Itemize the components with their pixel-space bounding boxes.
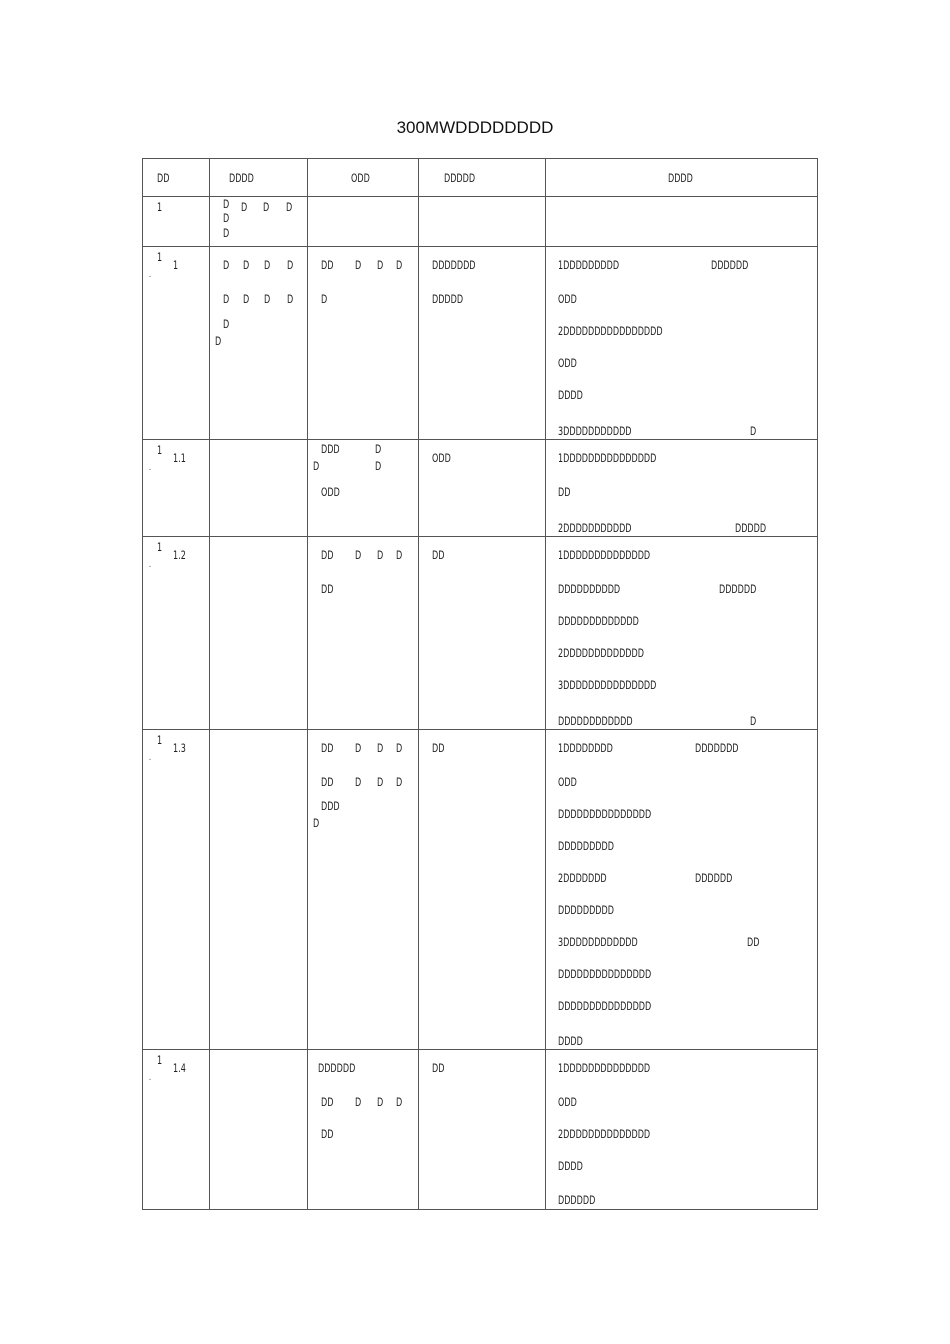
notes-text: ODD: [558, 292, 577, 306]
item-text: D: [223, 258, 230, 272]
row-number: 1: [173, 258, 179, 272]
notes-text: 2DDDDDDDDDDDDDDDD: [558, 324, 663, 338]
header-label: ODD: [351, 171, 370, 185]
method-text: D: [355, 258, 362, 272]
method-text: DDD: [321, 442, 340, 456]
item-text: D: [223, 197, 230, 211]
notes-cell: [546, 730, 818, 1050]
method-text: D: [355, 741, 362, 755]
method-text: D: [377, 258, 384, 272]
method-text: D: [396, 548, 403, 562]
table-row: [143, 1050, 818, 1210]
item-text: D: [287, 292, 294, 306]
notes-text: 1DDDDDDDDDDDDDD: [558, 1061, 651, 1075]
method-cell: [308, 730, 419, 1050]
header-cell-notes: [546, 159, 818, 197]
item-text: D: [215, 334, 222, 348]
notes-text: DDDD: [558, 388, 583, 402]
method-cell: [308, 247, 419, 440]
method-text: D: [377, 1095, 384, 1109]
item-cell: [210, 1050, 308, 1210]
row-number-cell: [143, 440, 210, 537]
row-number-dot: .: [149, 560, 152, 570]
notes-cell: [546, 197, 818, 247]
method-cell: [308, 197, 419, 247]
item-text: D: [223, 211, 230, 225]
row-number-dot: .: [149, 1073, 152, 1083]
notes-text: 2DDDDDDDDDDDDDD: [558, 1127, 651, 1141]
item-text: D: [223, 226, 230, 240]
method-text: D: [377, 775, 384, 789]
notes-text: 1DDDDDDDDDDDDDDD: [558, 451, 657, 465]
item-text: D: [243, 292, 250, 306]
method-cell: [308, 537, 419, 730]
inspection-table: [142, 158, 818, 1210]
row-number-prefix: 1: [157, 443, 163, 457]
standard-text: ODD: [432, 451, 451, 465]
notes-text: 1DDDDDDDDDDDDDD: [558, 548, 651, 562]
method-text: D: [355, 548, 362, 562]
method-text: D: [375, 442, 382, 456]
header-label: DDDDD: [444, 171, 476, 185]
method-text: D: [396, 775, 403, 789]
item-text: D: [264, 258, 271, 272]
method-text: DDD: [321, 799, 340, 813]
notes-text: D: [750, 424, 757, 438]
method-cell: [308, 1050, 419, 1210]
row-number-cell: [143, 197, 210, 247]
document-title: 300MWDDDDDDDD: [396, 118, 554, 137]
row-number-dot: .: [149, 753, 152, 763]
notes-text: DDDD: [558, 1034, 583, 1048]
method-text: DD: [321, 775, 334, 789]
row-number-dot: .: [149, 463, 152, 473]
standard-text: DD: [432, 548, 445, 562]
method-text: ODD: [321, 485, 340, 499]
notes-text: DDDDDDD: [695, 741, 739, 755]
method-text: D: [313, 459, 320, 473]
notes-text: 2DDDDDDD: [558, 871, 607, 885]
item-cell: [210, 730, 308, 1050]
notes-text: DDDDDDDDDDDDDDD: [558, 999, 652, 1013]
notes-text: ODD: [558, 356, 577, 370]
row-number-cell: [143, 1050, 210, 1210]
standard-cell: [419, 1050, 546, 1210]
standard-text: DD: [432, 741, 445, 755]
item-text: D: [241, 200, 248, 214]
notes-text: DDDDDDDDDDDDDDD: [558, 807, 652, 821]
notes-cell: [546, 247, 818, 440]
item-cell: [210, 537, 308, 730]
method-text: DD: [321, 1127, 334, 1141]
standard-cell: [419, 440, 546, 537]
table-row: [143, 247, 818, 440]
notes-text: DDDDD: [735, 521, 767, 535]
notes-text: DDDDDDDDDDDDD: [558, 614, 639, 628]
item-text: D: [287, 258, 294, 272]
item-text: D: [223, 292, 230, 306]
method-text: D: [321, 292, 328, 306]
method-text: D: [375, 459, 382, 473]
notes-text: DDDD: [558, 1159, 583, 1173]
notes-text: 2DDDDDDDDDDDDD: [558, 646, 644, 660]
standard-text: DDDDDDD: [432, 258, 476, 272]
method-text: D: [355, 1095, 362, 1109]
header-cell-standard: [419, 159, 546, 197]
standard-cell: [419, 730, 546, 1050]
method-text: DD: [321, 582, 334, 596]
header-cell-method: [308, 159, 419, 197]
notes-text: 1DDDDDDDDD: [558, 258, 620, 272]
row-number-cell: [143, 537, 210, 730]
notes-text: D: [750, 714, 757, 728]
method-text: DD: [321, 1095, 334, 1109]
item-text: D: [264, 292, 271, 306]
method-text: D: [377, 548, 384, 562]
table-row: [143, 440, 818, 537]
notes-text: DDDDDDDDDDDDDDD: [558, 967, 652, 981]
method-text: D: [313, 816, 320, 830]
notes-text: 3DDDDDDDDDDDDDDD: [558, 678, 657, 692]
table-row: [143, 197, 818, 247]
row-number-cell: [143, 730, 210, 1050]
row-number-prefix: 1: [157, 1053, 163, 1067]
notes-text: 3DDDDDDDDDDDD: [558, 935, 638, 949]
item-cell: [210, 247, 308, 440]
header-cell-number: [143, 159, 210, 197]
item-text: D: [263, 200, 270, 214]
item-text: D: [243, 258, 250, 272]
row-number: 1.3: [173, 741, 186, 755]
notes-text: DDDDDD: [711, 258, 749, 272]
standard-cell: [419, 197, 546, 247]
notes-text: 2DDDDDDDDDDD: [558, 521, 632, 535]
header-label: DD: [157, 171, 170, 185]
row-number-prefix: 1: [157, 540, 163, 554]
method-text: D: [396, 1095, 403, 1109]
notes-text: DDDDDDDDD: [558, 903, 614, 917]
row-number-cell: [143, 247, 210, 440]
method-text: DDDDDD: [318, 1061, 356, 1075]
standard-text: DDDDD: [432, 292, 464, 306]
row-number: 1.1: [173, 451, 186, 465]
method-text: D: [355, 775, 362, 789]
notes-text: DDDDDDDDDD: [558, 582, 621, 596]
standard-text: DD: [432, 1061, 445, 1075]
row-number-prefix: 1: [157, 733, 163, 747]
notes-cell: [546, 440, 818, 537]
standard-cell: [419, 537, 546, 730]
notes-text: ODD: [558, 775, 577, 789]
notes-text: DD: [558, 485, 571, 499]
row-number: 1.4: [173, 1061, 186, 1075]
header-cell-item: [210, 159, 308, 197]
notes-text: DD: [747, 935, 760, 949]
table-header-row: [143, 159, 818, 197]
row-number-dot: .: [149, 270, 152, 280]
item-cell: [210, 197, 308, 247]
notes-text: ODD: [558, 1095, 577, 1109]
notes-text: DDDDDD: [558, 1193, 596, 1207]
row-number: 1: [157, 200, 163, 214]
method-text: D: [396, 741, 403, 755]
item-cell: [210, 440, 308, 537]
method-text: DD: [321, 258, 334, 272]
notes-text: DDDDDDDDD: [558, 839, 614, 853]
item-text: D: [223, 317, 230, 331]
notes-text: 3DDDDDDDDDDD: [558, 424, 632, 438]
notes-cell: [546, 1050, 818, 1210]
notes-cell: [546, 537, 818, 730]
notes-text: DDDDDDDDDDDD: [558, 714, 633, 728]
row-number: 1.2: [173, 548, 186, 562]
method-cell: [308, 440, 419, 537]
table-row: [143, 730, 818, 1050]
method-text: DD: [321, 741, 334, 755]
notes-text: DDDDDD: [719, 582, 757, 596]
header-label: DDDD: [229, 171, 254, 185]
method-text: DD: [321, 548, 334, 562]
method-text: D: [396, 258, 403, 272]
notes-text: 1DDDDDDDD: [558, 741, 613, 755]
header-label: DDDD: [668, 171, 693, 185]
method-text: D: [377, 741, 384, 755]
table-row: [143, 537, 818, 730]
notes-text: DDDDDD: [695, 871, 733, 885]
item-text: D: [286, 200, 293, 214]
row-number-prefix: 1: [157, 250, 163, 264]
standard-cell: [419, 247, 546, 440]
